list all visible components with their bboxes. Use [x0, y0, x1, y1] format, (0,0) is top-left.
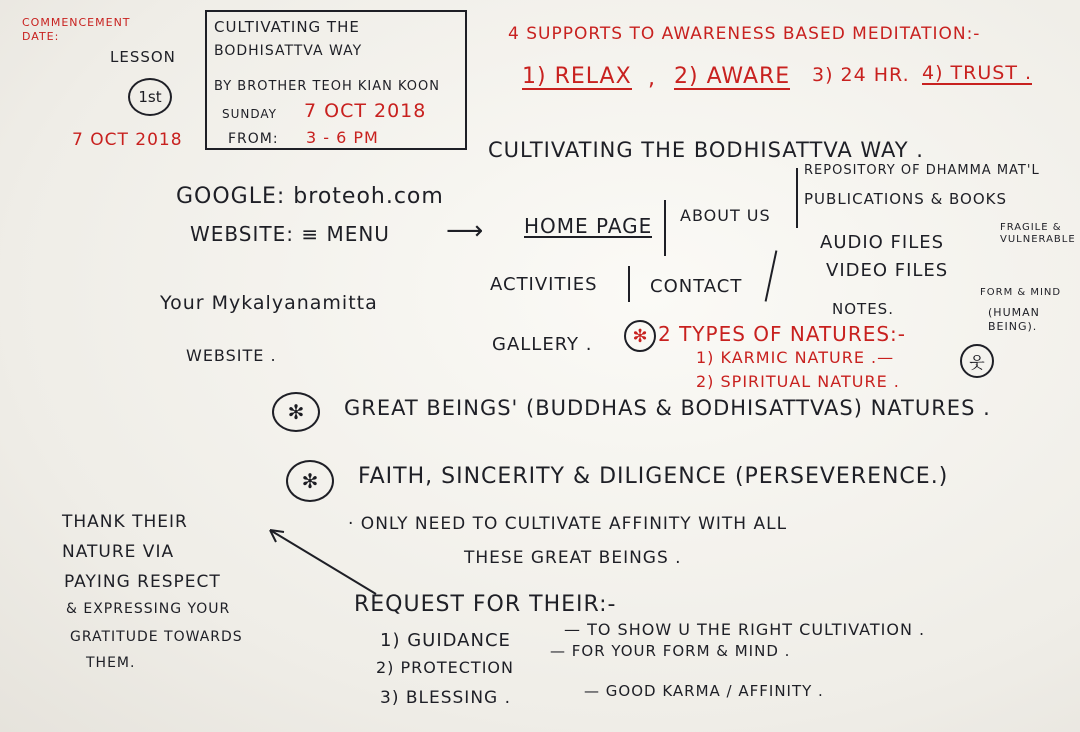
title-line1: CULTIVATING THE [214, 18, 360, 36]
gallery: GALLERY . [492, 334, 593, 355]
home-page: HOME PAGE [524, 214, 653, 238]
notes: NOTES. [832, 300, 894, 318]
from-label: FROM: [228, 131, 279, 147]
form-mind: FORM & MIND [980, 287, 1062, 298]
request-guidance: 1) GUIDANCE [380, 630, 511, 651]
google-line: GOOGLE: broteoh.com [176, 184, 444, 209]
thank-l6: THEM. [86, 655, 136, 671]
thank-l2: NATURE VIA [62, 542, 175, 562]
contact: CONTACT [650, 276, 743, 297]
thank-l5: GRATITUDE TOWARDS [70, 629, 243, 645]
only-need: · ONLY NEED TO CULTIVATE AFFINITY WITH ALL [348, 514, 788, 534]
request-protection: 2) PROTECTION [376, 658, 514, 677]
sunday-date: 7 OCT 2018 [304, 100, 427, 122]
two-types: 2 TYPES OF NATURES:- [658, 322, 906, 346]
activities: ACTIVITIES [490, 274, 598, 295]
human-being: (HUMAN BEING). [988, 306, 1040, 334]
faith-line: FAITH, SINCERITY & DILIGENCE (PERSEVERENCE.) [358, 464, 949, 489]
cultivating-heading: CULTIVATING THE BODHISATTVA WAY . [488, 138, 924, 162]
support-trust: 4) TRUST . [922, 62, 1033, 84]
these-beings: THESE GREAT BEINGS . [464, 548, 682, 568]
request-blessing: 3) BLESSING . [380, 688, 512, 708]
video-files: VIDEO FILES [826, 260, 949, 281]
request-guidance-desc: — TO SHOW U THE RIGHT CULTIVATION . [564, 620, 926, 639]
about-us: ABOUT US [680, 206, 771, 225]
time-range: 3 - 6 PM [306, 128, 379, 147]
support-aware: 2) AWARE [674, 64, 791, 89]
date-left: 7 OCT 2018 [72, 130, 183, 150]
support-sep: , [648, 66, 656, 91]
star-icon: ✻ [301, 469, 319, 493]
thank-l1: THANK THEIR [62, 512, 188, 532]
spiritual-nature: 2) SPIRITUAL NATURE . [696, 372, 900, 391]
great-beings: GREAT BEINGS' (BUDDHAS & BODHISATTVAS) NATURES . [344, 396, 991, 420]
sunday-label: SUNDAY [222, 107, 278, 121]
repository: REPOSITORY OF DHAMMA MAT'L [804, 163, 1040, 178]
support-relax: 1) RELAX [522, 64, 632, 89]
lesson-number: 1st [138, 88, 162, 106]
request-blessing-desc: — GOOD KARMA / AFFINITY . [584, 682, 824, 700]
request-title: REQUEST FOR THEIR:- [354, 592, 617, 617]
karmic-nature: 1) KARMIC NATURE .— [696, 348, 895, 367]
lesson-label: LESSON [110, 48, 176, 66]
audio-files: AUDIO FILES [820, 232, 945, 253]
commencement-label: COMMENCEMENT DATE: [22, 16, 131, 44]
request-protection-desc: — FOR YOUR FORM & MIND . [550, 642, 791, 660]
publications: PUBLICATIONS & BOOKS [804, 190, 1008, 208]
title-line2: BODHISATTVA WAY [214, 43, 363, 59]
by-line: BY BROTHER TEOH KIAN KOON [214, 79, 440, 94]
star-icon: ✻ [632, 325, 648, 347]
thank-l4: & EXPRESSING YOUR [66, 601, 231, 617]
supports-title: 4 SUPPORTS TO AWARENESS BASED MEDITATION:- [508, 24, 981, 44]
website-label: WEBSITE: ≡ MENU [190, 222, 390, 246]
support-24hr: 3) 24 HR. [812, 64, 910, 86]
your-site: Your Mykalyanamitta [160, 292, 378, 314]
person-icon: 웃 [969, 352, 985, 372]
thank-l3: PAYING RESPECT [64, 572, 221, 592]
fragile-note: FRAGILE & VULNERABLE [1000, 222, 1076, 245]
your-site-2: WEBSITE . [186, 346, 277, 365]
star-icon: ✻ [287, 400, 305, 424]
website-arrow: ⟶ [446, 216, 485, 246]
